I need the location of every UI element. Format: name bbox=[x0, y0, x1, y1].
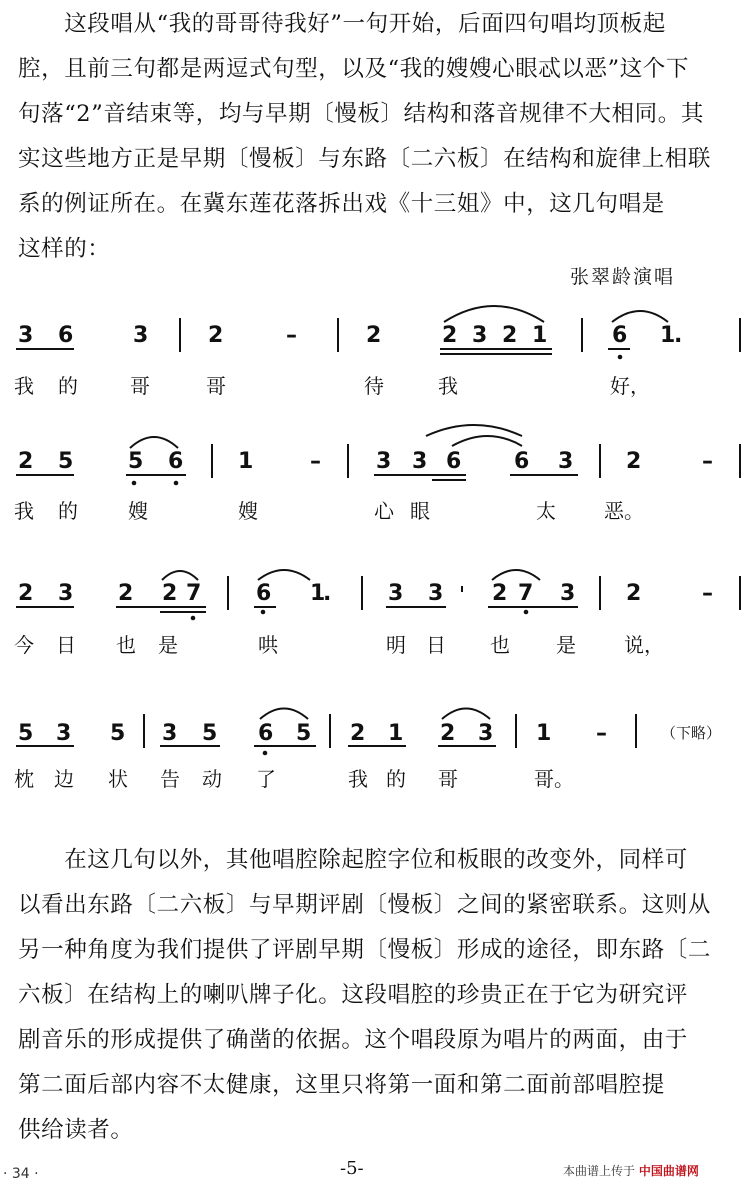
note: – bbox=[702, 581, 713, 606]
note: 6 bbox=[446, 449, 462, 474]
note: 1 bbox=[388, 721, 404, 746]
octave-dots bbox=[132, 355, 623, 756]
lyric: 眼 bbox=[410, 499, 430, 523]
lyrics bbox=[14, 374, 664, 791]
low-octave-dot bbox=[191, 616, 196, 621]
lyric: 今 bbox=[14, 633, 34, 657]
omission-note: （下略） bbox=[661, 724, 722, 742]
low-octave-dot bbox=[174, 481, 179, 486]
lyric: 状 bbox=[108, 767, 128, 791]
note: 2 bbox=[366, 323, 382, 348]
note: 5 bbox=[18, 721, 34, 746]
lyric: 哥。 bbox=[534, 767, 574, 791]
text-line: 另一种角度为我们提供了评剧早期〔慢板〕形成的途径，即东路〔二 bbox=[18, 937, 712, 963]
slur bbox=[130, 437, 178, 448]
note: 2 bbox=[18, 449, 34, 474]
lyric: 我 bbox=[14, 374, 34, 398]
note: 3 bbox=[558, 449, 574, 474]
singer-credit: 张翠龄演唱 bbox=[570, 266, 676, 288]
lyric: 嫂 bbox=[128, 499, 148, 523]
note: 5 bbox=[296, 721, 312, 746]
slur bbox=[258, 570, 310, 580]
note: 5 bbox=[110, 721, 126, 746]
low-octave-dot bbox=[524, 610, 529, 615]
lyric: 的 bbox=[58, 374, 78, 398]
note: 1 bbox=[660, 323, 676, 348]
upload-credit bbox=[563, 1162, 699, 1179]
note: 3 bbox=[412, 449, 428, 474]
lyric: 明 bbox=[386, 633, 406, 657]
note: 3 bbox=[428, 581, 444, 606]
text-line: 这样的： bbox=[18, 236, 111, 262]
note: 3 bbox=[376, 449, 392, 474]
text-line: 在这几句以外，其他唱腔除起腔字位和板眼的改变外，同样可 bbox=[18, 847, 688, 873]
lyric: 哥 bbox=[206, 374, 226, 398]
lyric: 告 bbox=[160, 767, 180, 791]
text-line: 以看出东路〔二六板〕与早期评剧〔慢板〕之间的紧密联系。这则从 bbox=[18, 892, 712, 918]
note: 7 bbox=[186, 581, 202, 606]
lyric: 心 bbox=[374, 499, 394, 523]
text-line: 系的例证所在。在冀东莲花落拆出戏《十三姐》中，这几句唱是 bbox=[18, 191, 665, 217]
note: 6 bbox=[514, 449, 530, 474]
note: 5 bbox=[202, 721, 218, 746]
lyric: 日 bbox=[426, 633, 446, 657]
text-line: 这段唱从“我的哥哥待我好”一句开始，后面四句唱均顶板起 bbox=[18, 11, 666, 37]
note: 3 bbox=[133, 323, 149, 348]
lyric: 是 bbox=[158, 633, 178, 657]
note: 2 bbox=[118, 581, 134, 606]
text-line: 六板〕在结构上的喇叭牌子化。这段唱腔的珍贵正在于它为研究评 bbox=[18, 982, 688, 1008]
intro-paragraph bbox=[18, 2, 744, 272]
text-line: 剧音乐的形成提供了确凿的依据。这个唱段原为唱片的两面，由于 bbox=[18, 1027, 688, 1053]
lyric: 了 bbox=[256, 767, 276, 791]
note: 3 bbox=[478, 721, 494, 746]
note: 2 bbox=[626, 449, 642, 474]
note: 2 bbox=[440, 721, 456, 746]
lyric: 我 bbox=[438, 374, 458, 398]
lyric: 我 bbox=[14, 499, 34, 523]
note: 5 bbox=[128, 449, 144, 474]
note: 3 bbox=[560, 581, 576, 606]
low-octave-dot bbox=[261, 610, 266, 615]
note: 6 bbox=[168, 449, 184, 474]
note: 3 bbox=[56, 721, 72, 746]
text-line: 腔，且前三句都是两逗式句型，以及“我的嫂嫂心眼忒以恶”这个下 bbox=[18, 56, 690, 82]
note: 6 bbox=[58, 323, 74, 348]
note: 1 bbox=[238, 449, 254, 474]
note: 2 bbox=[350, 721, 366, 746]
note: – bbox=[286, 323, 297, 348]
slur bbox=[452, 436, 522, 446]
note: 3 bbox=[162, 721, 178, 746]
note: 6 bbox=[258, 721, 274, 746]
lyric: 嫂 bbox=[238, 499, 258, 523]
note: 6 bbox=[612, 323, 628, 348]
lyric: 也 bbox=[490, 633, 510, 657]
note: 2 bbox=[492, 581, 508, 606]
lyric: 日 bbox=[56, 633, 76, 657]
lyric: 说， bbox=[624, 633, 664, 657]
lyric: 是 bbox=[556, 633, 576, 657]
note: – bbox=[596, 721, 607, 746]
note: . bbox=[674, 323, 683, 348]
note: 3 bbox=[58, 581, 74, 606]
slur bbox=[162, 571, 198, 580]
low-octave-dot bbox=[132, 481, 137, 486]
lyric: 待 bbox=[364, 374, 384, 398]
page-number: -5- bbox=[340, 1158, 364, 1179]
text-line: 第二面后部内容不太健康，这里只将第一面和第二面前部唱腔提 bbox=[18, 1072, 665, 1098]
note: – bbox=[310, 449, 321, 474]
slur bbox=[444, 306, 544, 322]
credit-text: 本曲谱上传于 bbox=[563, 1164, 636, 1178]
note: 2 bbox=[162, 581, 178, 606]
note: 2 bbox=[208, 323, 224, 348]
notes bbox=[18, 323, 713, 746]
note: 1 bbox=[310, 581, 326, 606]
note: 3 bbox=[388, 581, 404, 606]
source-page-mark: · 34 · bbox=[3, 1166, 39, 1182]
score-lines bbox=[16, 306, 740, 748]
lyric: 哥 bbox=[438, 767, 458, 791]
note: – bbox=[702, 449, 713, 474]
lyric: 枕 bbox=[14, 767, 34, 791]
text-line: 句落“2”音结束等，均与早期〔慢板〕结构和落音规律不大相同。其 bbox=[18, 101, 704, 127]
slur bbox=[260, 709, 308, 720]
body-paragraph bbox=[18, 838, 744, 1153]
low-octave-dot bbox=[263, 751, 268, 756]
note: 3 bbox=[472, 323, 488, 348]
note: 3 bbox=[18, 323, 34, 348]
lyric: 的 bbox=[58, 499, 78, 523]
lyric: 恶。 bbox=[604, 499, 644, 523]
note: 5 bbox=[58, 449, 74, 474]
slur bbox=[442, 709, 490, 720]
text-line: 供给读者。 bbox=[18, 1117, 134, 1143]
note: 2 bbox=[626, 581, 642, 606]
lyric: 太 bbox=[536, 499, 556, 523]
lyric: 也 bbox=[116, 633, 136, 657]
slur bbox=[492, 570, 540, 580]
lyric: 好， bbox=[610, 374, 650, 398]
lyric: 我 bbox=[348, 767, 368, 791]
note: 7 bbox=[518, 581, 534, 606]
note: 2 bbox=[18, 581, 34, 606]
note: 2 bbox=[442, 323, 458, 348]
lyric: 哄 bbox=[258, 633, 278, 657]
lyric: 边 bbox=[54, 767, 74, 791]
note: 1 bbox=[536, 721, 552, 746]
site-logo[interactable]: 中国曲谱网 bbox=[638, 1164, 699, 1178]
slur bbox=[426, 425, 522, 436]
lyric: 动 bbox=[202, 767, 222, 791]
note: . bbox=[323, 581, 332, 606]
low-octave-dot bbox=[618, 355, 623, 360]
note: 6 bbox=[256, 581, 272, 606]
text-line: 实这些地方正是早期〔慢板〕与东路〔二六板〕在结构和旋律上相联 bbox=[18, 146, 712, 172]
lyric: 哥 bbox=[130, 374, 150, 398]
slur bbox=[612, 311, 668, 322]
note: 1 bbox=[532, 323, 548, 348]
note: 2 bbox=[502, 323, 518, 348]
lyric: 的 bbox=[386, 767, 406, 791]
